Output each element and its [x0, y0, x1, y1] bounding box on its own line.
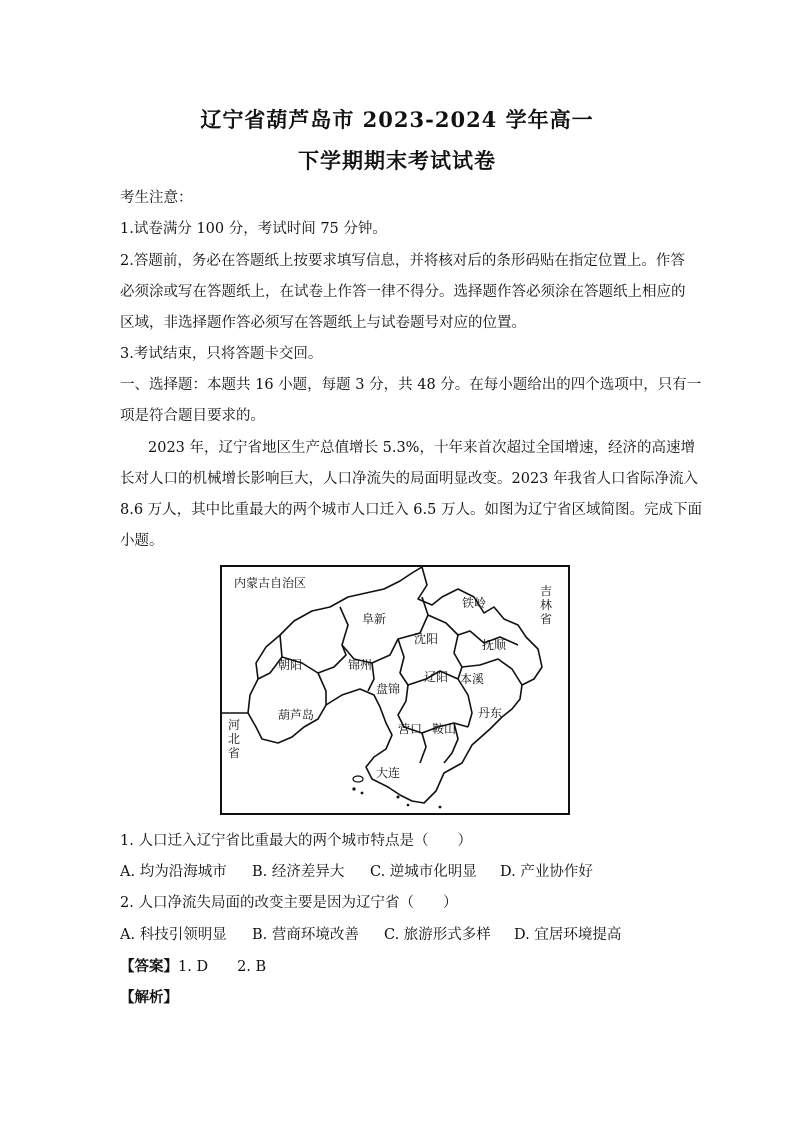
- q1-option-d[interactable]: D. 产业协作好: [500, 864, 593, 880]
- question-1-stem: 1. 人口迁入辽宁省比重最大的两个城市特点是（ ）: [120, 833, 472, 849]
- label-dalian: 大连: [376, 766, 401, 780]
- q2-option-d[interactable]: D. 宜居环境提高: [514, 927, 622, 943]
- section-heading-line-1: 一、选择题：本题共 16 小题，每题 3 分，共 48 分。在每小题给出的四个选项中，只有一: [120, 377, 702, 393]
- q1-option-b[interactable]: B. 经济差异大: [252, 864, 345, 880]
- label-anshan: 鞍山: [432, 722, 457, 736]
- question-1-options: [120, 862, 680, 882]
- liaoning-map: [220, 565, 570, 815]
- q1-option-c[interactable]: C. 逆城市化明显: [370, 864, 477, 880]
- notice-item-2-line-2: 必须涂或写在答题纸上，在试卷上作答一律不得分。选择题作答必须涂在答题纸上相应的: [120, 284, 686, 300]
- q2-option-b[interactable]: B. 营商环境改善: [252, 927, 359, 943]
- label-dandong: 丹东: [478, 706, 503, 720]
- notice-item-2-line-3: 区域，非选择题作答必须写在答题纸上与试卷题号对应的位置。: [120, 315, 526, 331]
- label-fushun: 抚顺: [482, 638, 507, 652]
- q1-option-a[interactable]: A. 均为沿海城市: [120, 864, 227, 880]
- label-tieling: 铁岭: [462, 596, 487, 610]
- notice-item-3: 3.考试结束，只将答题卡交回。: [120, 346, 323, 362]
- label-neimenggu: 内蒙古自治区: [234, 576, 307, 590]
- label-benxi: 本溪: [460, 672, 485, 686]
- label-huludao: 葫芦岛: [278, 708, 315, 722]
- passage-line-1: 2023 年，辽宁省地区生产总值增长 5.3%，十年来首次超过全国增速，经济的高速增: [148, 440, 695, 456]
- passage-line-3: 8.6 万人，其中比重最大的两个城市人口迁入 6.5 万人。如图为辽宁省区域简图。完成下面: [120, 502, 702, 518]
- map-svg: [222, 567, 568, 813]
- q2-option-a[interactable]: A. 科技引领明显: [120, 927, 227, 943]
- answer-values: 1. D 2. B: [178, 959, 267, 975]
- label-jinzhou: 锦州: [348, 658, 373, 672]
- passage-line-2: 长对人口的机械增长影响巨大，人口净流失的局面明显改变。2023 年我省人口省际净流入: [120, 471, 699, 487]
- answer-label: 【答案】: [120, 958, 178, 975]
- label-hebei-2: 北: [228, 732, 241, 746]
- analysis-label: 【解析】: [120, 989, 178, 1006]
- notice-item-1: 1.试卷满分 100 分，考试时间 75 分钟。: [120, 221, 387, 237]
- label-jilin-1: 吉: [540, 584, 553, 598]
- label-hebei-1: 河: [228, 718, 241, 732]
- label-chaoyang: 朝阳: [278, 658, 303, 672]
- page-title-line1: 辽宁省葫芦岛市 2023-2024 学年高一: [200, 107, 594, 132]
- question-2-stem: 2. 人口净流失局面的改变主要是因为辽宁省（ ）: [120, 895, 458, 911]
- label-panjin: 盘锦: [376, 682, 401, 696]
- label-shenyang: 沈阳: [414, 632, 439, 646]
- page-title-line2: 下学期期末考试试卷: [298, 148, 496, 173]
- section-heading-line-2: 项是符合题目要求的。: [120, 408, 265, 424]
- label-jilin-2: 林: [540, 598, 553, 612]
- answer-line: [120, 957, 680, 977]
- label-jilin-3: 省: [540, 612, 553, 626]
- notice-heading: 考生注意：: [120, 190, 193, 206]
- question-2-options: [120, 925, 680, 945]
- label-fuxin: 阜新: [362, 612, 387, 626]
- notice-item-2-line-1: 2.答题前，务必在答题纸上按要求填写信息，并将核对后的条形码贴在指定位置上。作答: [120, 253, 685, 269]
- q2-option-c[interactable]: C. 旅游形式多样: [384, 927, 491, 943]
- label-hebei-3: 省: [228, 746, 241, 760]
- passage-line-4: 小题。: [120, 533, 164, 549]
- label-liaoyang: 辽阳: [424, 670, 449, 684]
- label-yingkou: 营口: [398, 722, 423, 736]
